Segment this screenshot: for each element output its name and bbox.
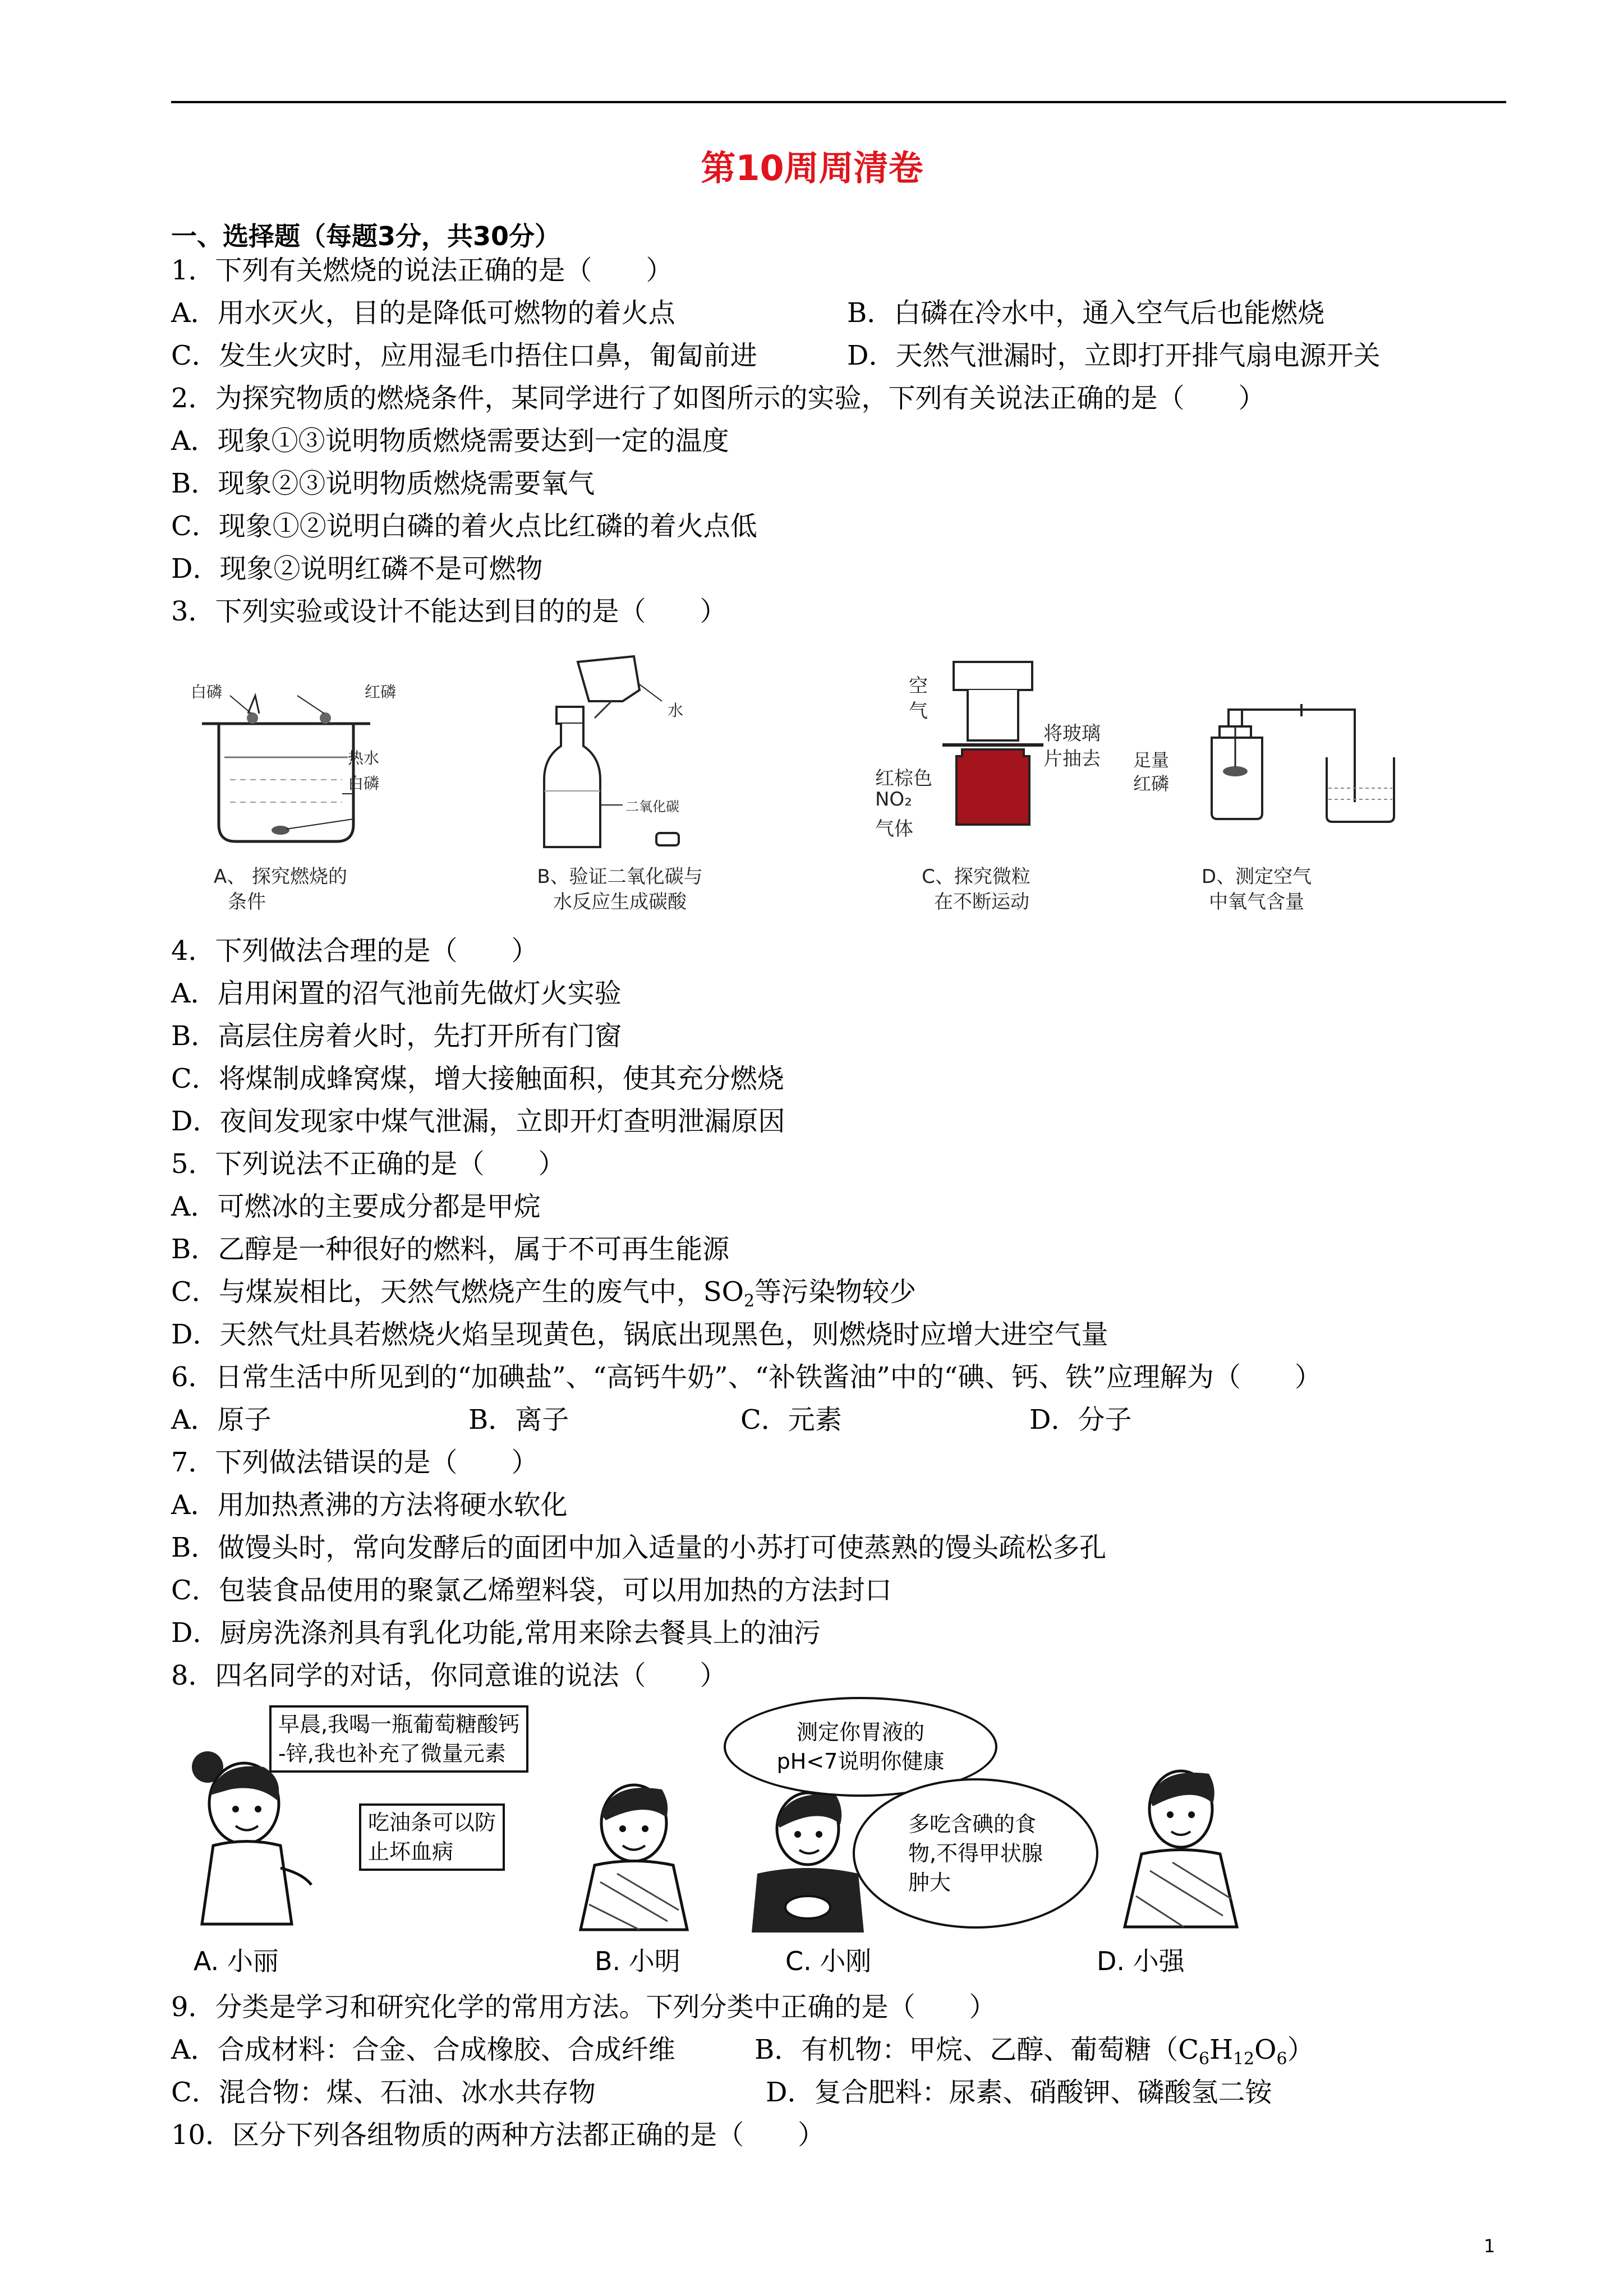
figc-label-5: 红棕色: [875, 767, 932, 790]
q4-option-b: B．高层住房着火时，先打开所有门窗: [171, 1020, 622, 1052]
figa-caption-1: A、 探究燃烧的: [213, 866, 348, 888]
section-heading: 一、选择题（每题3分，共30分）: [171, 221, 561, 251]
q1-option-a: A．用水灭火，目的是降低可燃物的着火点: [171, 297, 675, 329]
figc-label-4: 片抽去: [1043, 748, 1101, 770]
q6-option-a: A．原子: [171, 1404, 272, 1435]
q7-option-d: D．厨房洗涤剂具有乳化功能,常用来除去餐具上的油污: [171, 1617, 821, 1649]
q5-stem: 5．下列说法不正确的是（ ）: [171, 1148, 565, 1180]
q6-option-b: B．离子: [468, 1404, 569, 1435]
q3-stem: 3．下列实验或设计不能达到目的的是（ ）: [171, 596, 727, 627]
q8-option-a: A. 小丽: [194, 1946, 279, 1976]
figc-label-7: 气体: [875, 818, 913, 840]
q8-option-c: C. 小刚: [785, 1946, 872, 1976]
q5-option-a: A．可燃冰的主要成分都是甲烷: [171, 1191, 541, 1222]
q8-stem: 8．四名同学的对话，你同意谁的说法（ ）: [171, 1660, 727, 1691]
q1-stem: 1．下列有关燃烧的说法正确的是（ ）: [171, 255, 673, 286]
page-number: 1: [1484, 2235, 1496, 2257]
q9-option-c: C．混合物：煤、石油、冰水共存物: [171, 2077, 596, 2108]
q6-option-c: C．元素: [740, 1404, 842, 1435]
q5-option-d: D．天然气灶具若燃烧火焰呈现黄色，锅底出现黑色，则燃烧时应增大进空气量: [171, 1319, 1108, 1350]
figd-caption-2: 中氧气含量: [1209, 891, 1304, 913]
figb-label-2: 二氧化碳: [625, 799, 679, 815]
q7-stem: 7．下列做法错误的是（ ）: [171, 1447, 539, 1478]
q9-stem: 9．分类是学习和研究化学的常用方法。下列分类中正确的是（ ）: [171, 1991, 996, 2023]
q2-option-b: B．现象②③说明物质燃烧需要氧气: [171, 468, 595, 499]
q7-option-b: B．做馒头时，常向发酵后的面团中加入适量的小苏打可使蒸熟的馒头疏松多孔: [171, 1532, 1107, 1563]
q2-stem: 2．为探究物质的燃烧条件，某同学进行了如图所示的实验，下列有关说法正确的是（ ）: [171, 383, 1266, 414]
q8-option-d: D. 小强: [1097, 1946, 1185, 1976]
q1-option-d: D．天然气泄漏时，立即打开排气扇电源开关: [847, 340, 1381, 371]
q8-option-b: B. 小明: [595, 1946, 680, 1976]
q3-figure-d: [1178, 704, 1402, 827]
figc-label-6: NO₂: [875, 788, 912, 811]
figa-label-4: 白磷: [348, 774, 380, 793]
figd-caption-1: D、测定空气: [1201, 866, 1312, 888]
figd-label-1: 足量: [1133, 749, 1170, 771]
q5-option-b: B．乙醇是一种很好的燃料，属于不可再生能源: [171, 1234, 730, 1265]
page-title: 第10周周清卷: [701, 148, 923, 188]
q6-stem: 6．日常生活中所见到的“加碘盐”、“高钙牛奶”、“补铁酱油”中的“碘、钙、铁”应理解为（ ）: [171, 1361, 1322, 1393]
figb-caption-2: 水反应生成碳酸: [553, 891, 687, 913]
q2-option-d: D．现象②说明红磷不是可燃物: [171, 553, 543, 585]
q3-figure-b: [539, 651, 707, 853]
figc-label-2: 气: [909, 700, 928, 723]
q8-bubble-2: 吃油条可以防 止坏血病: [359, 1803, 505, 1871]
q3-figure-c: [937, 656, 1049, 836]
figc-caption-1: C、探究微粒: [922, 866, 1030, 888]
figc-label-3: 将玻璃: [1043, 723, 1101, 745]
figa-caption-2: 条件: [228, 891, 266, 913]
q4-option-a: A．启用闲置的沼气池前先做灯火实验: [171, 978, 622, 1009]
q9-option-b: B．有机物：甲烷、乙醇、葡萄糖$(C_6H_{12}O_6)$: [755, 2034, 1314, 2069]
figd-label-2: 红磷: [1133, 773, 1170, 794]
q4-option-d: D．夜间发现家中煤气泄漏，立即开灯查明泄漏原因: [171, 1106, 785, 1137]
figa-label-3: 热水: [348, 749, 380, 767]
q7-option-c: C．包装食品使用的聚氯乙烯塑料袋，可以用加热的方法封口: [171, 1575, 892, 1606]
q10-stem: 10．区分下列各组物质的两种方法都正确的是（ ）: [171, 2119, 825, 2151]
q1-option-b: B．白磷在冷水中，通入空气后也能燃烧: [847, 297, 1325, 329]
figb-label-1: 水: [668, 701, 684, 720]
q1-option-c: C．发生火灾时，应用湿毛巾捂住口鼻，匍匐前进: [171, 340, 757, 371]
q8-bubble-4: 多吃含碘的食 物,不得甲状腺 肿大: [853, 1778, 1098, 1929]
q4-option-c: C．将煤制成蜂窝煤，增大接触面积，使其充分燃烧: [171, 1063, 784, 1094]
q8-figure-xiaoming: [567, 1775, 696, 1932]
q5-option-c: C．与煤炭相比，天然气燃烧产生的废气中，$SO_2$等污染物较少: [171, 1276, 917, 1311]
figa-label-1: 白磷: [191, 683, 223, 701]
q6-option-d: D．分子: [1029, 1404, 1132, 1435]
q9-option-a: A．合成材料：合金、合成橡胶、合成纤维: [171, 2034, 675, 2065]
q9-option-d: D．复合肥料：尿素、硝酸钾、磷酸氢二铵: [766, 2077, 1272, 2108]
q2-option-c: C．现象①②说明白磷的着火点比红磷的着火点低: [171, 510, 757, 542]
q8-figure-xiaoqiang: [1116, 1761, 1245, 1930]
figc-caption-2: 在不断运动: [934, 891, 1029, 913]
figa-label-2: 红磷: [365, 683, 397, 701]
header-rule: [171, 101, 1506, 103]
q4-stem: 4．下列做法合理的是（ ）: [171, 935, 539, 967]
figb-caption-1: B、验证二氧化碳与: [537, 866, 703, 888]
q7-option-a: A．用加热煮沸的方法将硬水软化: [171, 1489, 568, 1521]
q8-figure-xiaogang: [746, 1784, 869, 1935]
q8-bubble-1: 早晨,我喝一瓶葡萄糖酸钙 -锌,我也补充了微量元素: [269, 1705, 528, 1773]
figc-label-1: 空: [909, 675, 928, 697]
q2-option-a: A．现象①③说明物质燃烧需要达到一定的温度: [171, 425, 729, 457]
q8-bubble-3: 测定你胃液的 pH<7说明你健康: [724, 1697, 997, 1797]
